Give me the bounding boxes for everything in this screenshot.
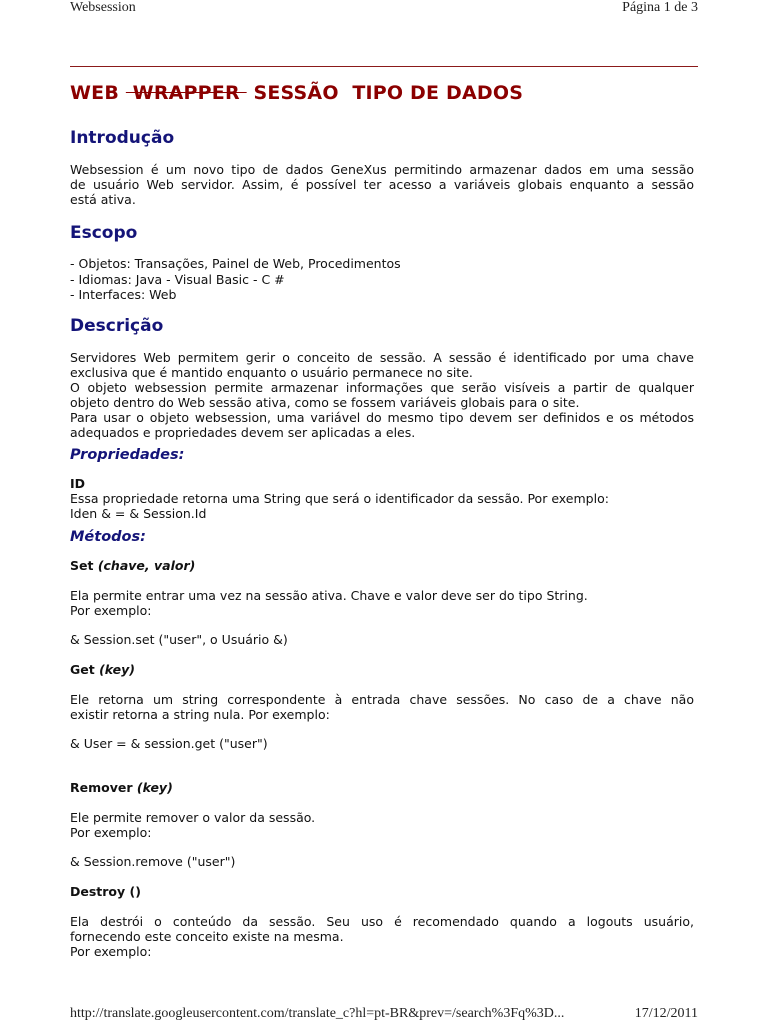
method-remove-params: (key) xyxy=(136,780,173,795)
method-line: Por exemplo: xyxy=(70,825,152,840)
method-remove-code: & Session.remove ("user") xyxy=(70,854,236,869)
property-id-description xyxy=(70,491,694,521)
heading-properties: Propriedades: xyxy=(70,447,185,463)
description-line: Servidores Web permitem gerir o conceito de sessão. A sessão é identificado por uma chave xyxy=(70,350,694,365)
property-id-label: ID xyxy=(70,476,86,491)
scope-item: - Interfaces: Web xyxy=(70,287,177,302)
scope-item: - Objetos: Transações, Painel de Web, Procedimentos xyxy=(70,256,401,271)
method-set-signature xyxy=(70,558,694,573)
method-destroy-description xyxy=(70,914,694,959)
title-part-1: WEB xyxy=(70,82,126,104)
description-line: Para usar o objeto websession, uma variável do mesmo tipo devem ser definidos e os métodos xyxy=(70,410,694,425)
heading-description: Descrição xyxy=(70,316,164,336)
document-title xyxy=(70,82,694,104)
method-line: Ela permite entrar uma vez na sessão ativa. Chave e valor deve ser do tipo String. xyxy=(70,588,588,603)
method-set-description xyxy=(70,588,694,618)
method-get-code: & User = & session.get ("user") xyxy=(70,736,268,751)
page-header-left: Websession xyxy=(70,0,136,15)
method-line: Ele retorna um string correspondente à entrada chave sessões. No caso de a chave não xyxy=(70,692,694,707)
heading-scope: Escopo xyxy=(70,223,138,243)
method-line: existir retorna a string nula. Por exemplo: xyxy=(70,707,330,722)
method-line: Por exemplo: xyxy=(70,603,152,618)
method-line: Ele permite remover o valor da sessão. xyxy=(70,810,316,825)
footer-date: 17/12/2011 xyxy=(634,1006,698,1021)
intro-line: Websession é um novo tipo de dados GeneXus permitindo armazenar dados em uma sessão xyxy=(70,162,694,177)
footer-url[interactable]: http://translate.googleusercontent.com/translate_c?hl=pt-BR&prev=/search%3Fq%3D... xyxy=(70,1006,565,1021)
intro-line: de usuário Web servidor. Assim, é possível ter acesso a variáveis globais enquanto a sessão xyxy=(70,177,694,192)
intro-line: está ativa. xyxy=(70,192,136,207)
heading-introduction: Introdução xyxy=(70,128,175,148)
method-destroy-signature: Destroy () xyxy=(70,884,141,899)
property-line: Essa propriedade retorna uma String que será o identificador da sessão. Por exemplo: xyxy=(70,491,609,506)
heading-methods: Métodos: xyxy=(70,529,146,545)
method-set-params: (chave, valor) xyxy=(97,558,196,573)
method-set-code: & Session.set ("user", o Usuário &) xyxy=(70,632,288,647)
description-line: objeto dentro do Web sessão ativa, como se fossem variáveis globais para o site. xyxy=(70,395,580,410)
description-line: O objeto websession permite armazenar informações que serão visíveis a partir de qualquer xyxy=(70,380,694,395)
method-line: Por exemplo: xyxy=(70,944,152,959)
method-get-params: (key) xyxy=(99,662,135,677)
scope-list xyxy=(70,256,694,302)
page-number: Página 1 de 3 xyxy=(622,0,698,15)
intro-paragraph xyxy=(70,162,694,207)
method-get-name: Get xyxy=(70,662,100,677)
title-part-2: SESSÃO TIPO DE DADOS xyxy=(246,82,524,104)
method-line: fornecendo este conceito existe na mesma. xyxy=(70,929,344,944)
method-set-name: Set xyxy=(70,558,98,573)
method-remove-description xyxy=(70,810,694,840)
description-line: adequados e propriedades devem ser aplicadas a eles. xyxy=(70,425,416,440)
property-code: Iden & = & Session.Id xyxy=(70,506,207,521)
method-get-description xyxy=(70,692,694,722)
method-remove-signature xyxy=(70,780,694,795)
scope-item: - Idiomas: Java - Visual Basic - C # xyxy=(70,272,285,287)
title-struck-word: WRAPPER xyxy=(125,82,247,104)
description-line: exclusiva que é mantido enquanto o usuário permanece no site. xyxy=(70,365,473,380)
method-remove-name: Remover xyxy=(70,780,137,795)
description-paragraph xyxy=(70,350,694,440)
header-rule xyxy=(70,66,698,67)
method-get-signature xyxy=(70,662,694,677)
method-line: Ela destrói o conteúdo da sessão. Seu uso é recomendado quando a logouts usuário, xyxy=(70,914,694,929)
